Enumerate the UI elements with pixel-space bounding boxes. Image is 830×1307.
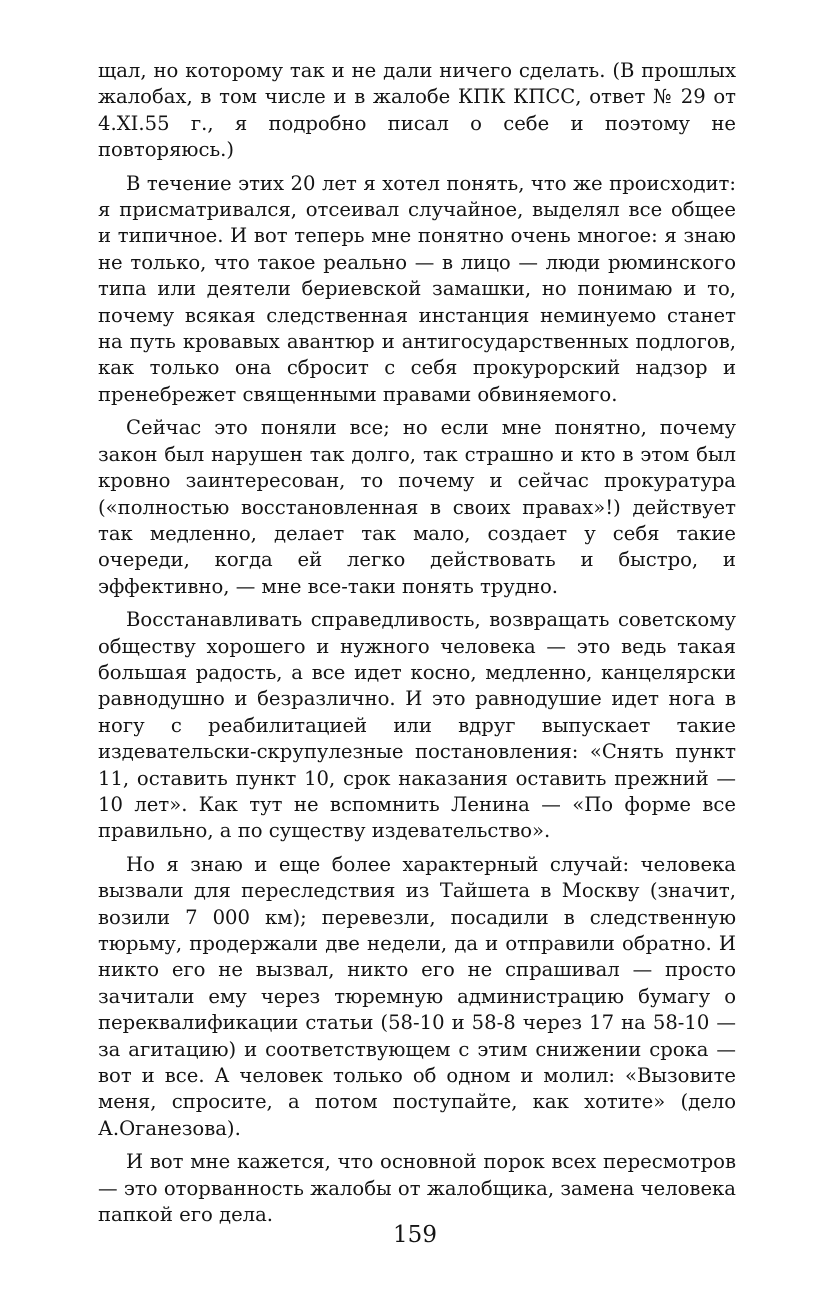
paragraph-1: щал, но которому так и не дали ничего сделать. (В прошлых жалобах, в том числе и в жалобе КПК КПСС, ответ № 29 от 4.XI.55 г., я подробно писал о себе и поэтому не повторяюсь.) (98, 59, 736, 162)
paragraph-2: В течение этих 20 лет я хотел понять, что же происходит: я присматривался, отсеивал случайное, выделял все общее и типичное. И вот теперь мне понятно очень многое: я знаю не только, что такое реально — в лицо — люди рюминского типа или деятели бериевской замашки, но понимаю и то, почему всякая следственная инстанция неминуемо станет на путь кровавых авантюр и антигосударственных подлогов, как только она сбросит с себя прокурорский надзор и пренебрежет священными правами обвиняемого. (98, 171, 736, 406)
paragraph-3: Сейчас это поняли все; но если мне понятно, почему закон был нарушен так долго, так страшно и кто в этом был кровно заинтересован, то почему и сейчас прокуратура («полностью восстановленная в своих правах»!) действует так медленно, делает так мало, создает у себя такие очереди, когда ей легко действовать и быстро, и эффективно, — мне все-таки понять трудно. (98, 416, 736, 598)
paragraph-4: Восстанавливать справедливость, возвращать советскому обществу хорошего и нужного человека — это ведь такая большая радость, а все идет косно, медленно, канцелярски равнодушно и безразлично. И это равнодушие идет нога в ногу с реабилитацией или вдруг выпускает такие издевательски-скрупулезные постановления: «Снять пункт 11, оставить пункт 10, срок наказания оставить прежний — 10 лет». Как тут не вспомнить Ленина — «По форме все правильно, а по существу издевательство». (98, 608, 736, 843)
paragraph-6: И вот мне кажется, что основной порок всех пересмотров — это оторванность жалобы от жалобщика, замена человека папкой его дела. (98, 1150, 736, 1227)
page-number: 159 (393, 1222, 437, 1248)
paragraph-5: Но я знаю и еще более характерный случай: человека вызвали для переследствия из Тайшета в Москву (значит, возили 7 000 км); перевезли, посадили в следственную тюрьму, продержали две недели, да и отправили обратно. И никто его не вызвал, никто его не спрашивал — просто зачитали ему через тюремную администрацию бумагу о переквалификации статьи (58-10 и 58-8 через 17 на 58-10 — за агитацию) и соответствующем с этим снижении срока — вот и все. А человек только об одном и молил: «Вызовите меня, спросите, а потом поступайте, как хотите» (дело А.Оганезова). (98, 852, 736, 1140)
page-text (98, 58, 736, 1235)
